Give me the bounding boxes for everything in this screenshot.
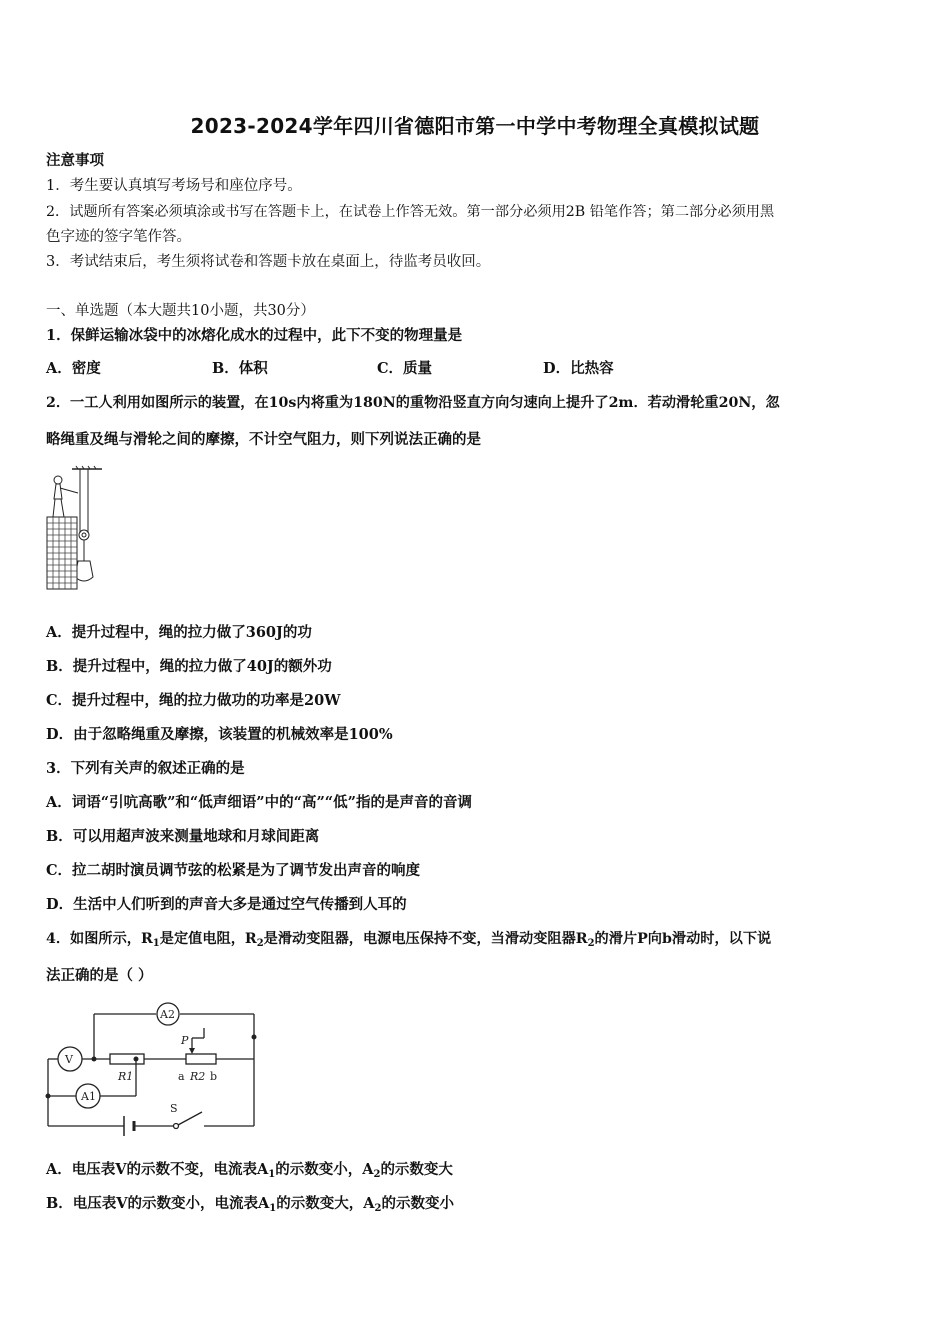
q2-option-c: C．提升过程中，绳的拉力做功的功率是20W bbox=[46, 692, 341, 709]
q1-option-c: C．质量 bbox=[377, 360, 433, 377]
q4-option-a: A．电压表V的示数不变，电流表$A_1$的示数变小，$A_2$的示数变大 bbox=[46, 1161, 453, 1180]
q1-stem: 1．保鲜运输冰袋中的冰熔化成水的过程中，此下不变的物理量是 bbox=[46, 327, 463, 344]
notice-heading: 注意事项 bbox=[46, 152, 104, 169]
circuit-label-r1: R1 bbox=[118, 1070, 134, 1083]
circuit-label-a1: A1 bbox=[81, 1090, 96, 1103]
q2-option-b: B．提升过程中，绳的拉力做了40J的额外功 bbox=[46, 658, 332, 675]
q2-stem-line-2: 略绳重及绳与滑轮之间的摩擦，不计空气阻力，则下列说法正确的是 bbox=[46, 431, 481, 448]
q1-option-d: D．比热容 bbox=[543, 360, 614, 377]
q1-option-a: A．密度 bbox=[46, 360, 101, 377]
circuit-label-p: P bbox=[181, 1034, 189, 1047]
circuit-label-a2: A2 bbox=[160, 1008, 175, 1021]
q3-option-a: A．词语“引吭高歌”和“低声细语”中的“高”“低”指的是声音的音调 bbox=[46, 794, 472, 811]
notice-item-3: 3．考试结束后，考生须将试卷和答题卡放在桌面上，待监考员收回。 bbox=[46, 254, 491, 270]
circuit-label-s: S bbox=[170, 1102, 178, 1115]
q2-option-d: D．由于忽略绳重及摩擦，该装置的机械效率是100% bbox=[46, 726, 393, 743]
q4-stem-line-1: 4．如图所示，$R_1$是定值电阻，$R_2$是滑动变阻器，电源电压保持不变，当滑动变阻器$R_2$的滑片P向b滑动时，以下说 bbox=[46, 931, 772, 949]
q2-option-a: A．提升过程中，绳的拉力做了360J的功 bbox=[46, 624, 312, 641]
q3-stem: 3．下列有关声的叙述正确的是 bbox=[46, 760, 245, 777]
q4-option-b: B．电压表V的示数变小，电流表$A_1$的示数变大，$A_2$的示数变小 bbox=[46, 1195, 454, 1214]
q4-stem-line-2: 法正确的是（ ） bbox=[46, 967, 153, 984]
notice-item-2-cont: 色字迹的签字笔作答。 bbox=[46, 229, 191, 245]
page-title: 2023-2024学年四川省德阳市第一中学中考物理全真模拟试题 bbox=[190, 114, 760, 138]
q3-option-b: B．可以用超声波来测量地球和月球间距离 bbox=[46, 828, 320, 845]
q2-stem-line-1: 2．一工人利用如图所示的装置，在10s内将重为180N的重物沿竖直方向匀速向上提升了2m．若动滑轮重20N，忽 bbox=[46, 395, 780, 411]
q3-option-d: D．生活中人们听到的声音大多是通过空气传播到人耳的 bbox=[46, 896, 407, 913]
notice-item-1: 1．考生要认真填写考场号和座位序号。 bbox=[46, 178, 302, 194]
circuit-label-b: b bbox=[210, 1070, 218, 1083]
circuit-label-r2: R2 bbox=[190, 1070, 206, 1083]
q3-option-c: C．拉二胡时演员调节弦的松紧是为了调节发出声音的响度 bbox=[46, 862, 421, 879]
circuit-label-a: a bbox=[178, 1070, 185, 1083]
circuit-figure bbox=[44, 1000, 264, 1140]
circuit-label-v: V bbox=[65, 1053, 73, 1066]
notice-item-2: 2．试题所有答案必须填涂或书写在答题卡上，在试卷上作答无效。第一部分必须用2B 铅笔作答；第二部分必须用黑 bbox=[46, 204, 775, 220]
q1-option-b: B．体积 bbox=[212, 360, 268, 377]
pulley-figure bbox=[44, 463, 104, 593]
section-heading: 一、单选题（本大题共10小题，共30分） bbox=[46, 303, 315, 319]
